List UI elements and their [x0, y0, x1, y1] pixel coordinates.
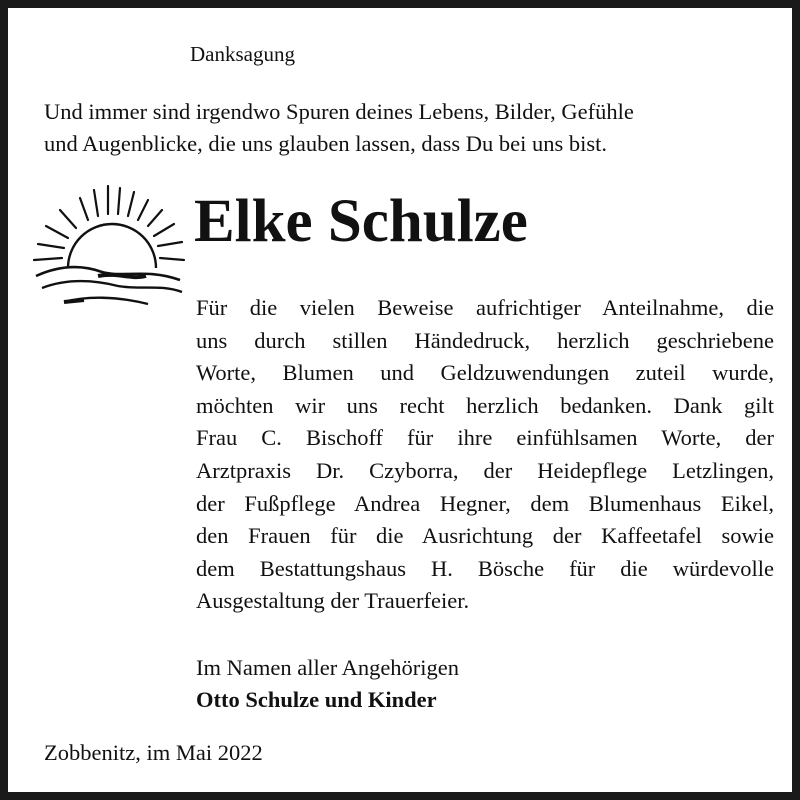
sunset-over-hills-icon: [28, 180, 188, 320]
thanks-line: Frau C. Bischoff für ihre einfühlsamen Worte, der: [196, 425, 774, 451]
closing-block: [196, 652, 459, 716]
thanks-line: Arztpraxis Dr. Czyborra, der Heidepflege Letzlingen,: [196, 457, 774, 483]
thanks-line: Ausgestaltung der Trauerfeier.: [196, 588, 470, 614]
intro-quote: [44, 96, 780, 160]
signer-names: Otto Schulze und Kinder: [196, 687, 437, 712]
thanks-line: Worte, Blumen und Geldzuwendungen zuteil wurde,: [196, 360, 774, 386]
notice-heading: Danksagung: [190, 42, 295, 66]
deceased-name: Elke Schulze: [194, 188, 528, 255]
closing-phrase: Im Namen aller Angehörigen: [196, 655, 460, 680]
thanks-line: möchten wir uns recht herzlich bedanken. Dank gilt: [196, 392, 774, 418]
intro-line: Und immer sind irgendwo Spuren deines Lebens, Bilder, Gefühle: [44, 99, 634, 124]
thanks-line: Für die vielen Beweise aufrichtiger Anteilnahme, die: [196, 295, 774, 320]
intro-line: und Augenblicke, die uns glauben lassen, dass Du bei uns bist.: [44, 131, 608, 156]
thanks-paragraph: [196, 292, 774, 618]
place-and-date: Zobbenitz, im Mai 2022: [44, 740, 263, 765]
thanks-line: dem Bestattungshaus H. Bösche für die würdevolle: [196, 555, 774, 581]
thanks-line: uns durch stillen Händedruck, herzlich geschriebene: [196, 327, 774, 353]
thanks-line: der Fußpflege Andrea Hegner, dem Blumenhaus Eikel,: [196, 490, 774, 516]
thanks-line: den Frauen für die Ausrichtung der Kaffeetafel sowie: [196, 523, 774, 549]
